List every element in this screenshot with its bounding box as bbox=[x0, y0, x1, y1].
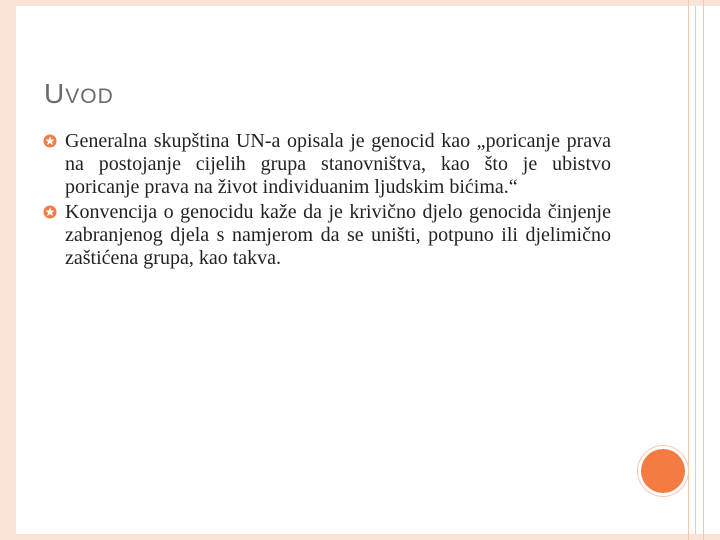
slide-border-left bbox=[0, 0, 16, 540]
star-bullet-icon bbox=[43, 205, 57, 219]
title-initial: U bbox=[44, 78, 66, 109]
slide-right-line bbox=[688, 0, 689, 540]
star-bullet-icon bbox=[43, 134, 57, 148]
bullet-text-2: Konvencija o genocidu kaže da je krivično djelo genocida činjenje zabranjenog djela s namjerom da se uništi, potpuno ili djelimično zaštićena grupa, kao takva. bbox=[65, 201, 611, 269]
decorative-circle bbox=[641, 449, 685, 493]
bullet-item-2 bbox=[43, 201, 611, 270]
slide-right-line-outer bbox=[703, 0, 704, 540]
slide-title bbox=[44, 78, 114, 110]
bullet-text-1: Generalna skupština UN-a opisala je genocid kao „poricanje prava na postojanje cijelih grupa stanovništva, kao što je ubistvo poricanje prava na život individuanim ljudskim bićima.“ bbox=[65, 130, 611, 198]
bullet-item-1 bbox=[43, 130, 611, 199]
title-rest: VOD bbox=[65, 85, 114, 108]
slide-border-bottom bbox=[0, 534, 720, 540]
slide-content bbox=[43, 130, 611, 272]
